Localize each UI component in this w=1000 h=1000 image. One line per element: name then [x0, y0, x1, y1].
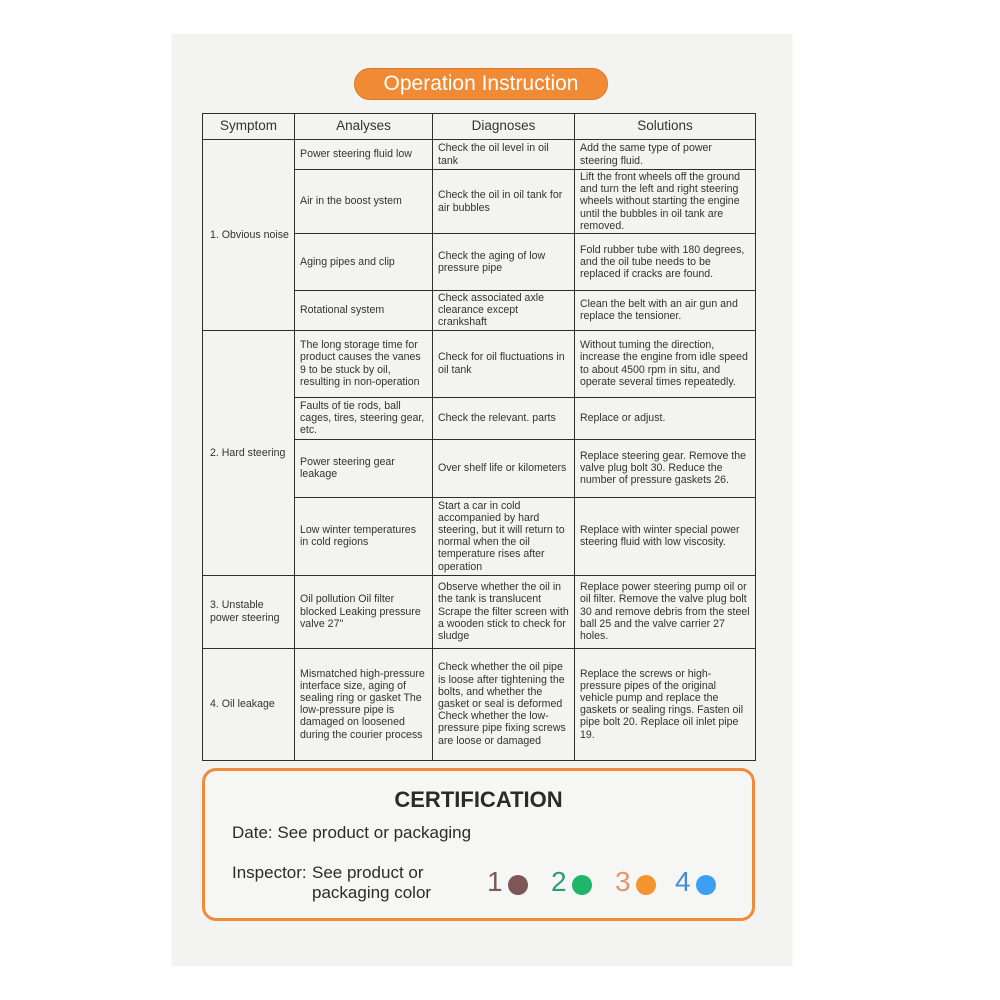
diagnosis-cell: Check whether the oil pipe is loose after tightening the bolts, and whether the gasket or seal is deformed Check whether the low-pressure pipe fixing screws are loose or damaged [433, 648, 575, 760]
diagnosis-cell: Check for oil fluctuations in oil tank [433, 330, 575, 397]
diagnosis-cell: Check the relevant. parts [433, 397, 575, 439]
solution-cell: Clean the belt with an air gun and replace the tensioner. [575, 291, 756, 331]
diagnosis-cell: Observe whether the oil in the tank is translucent Scrape the filter screen with a wooden stick to check for sludge [433, 575, 575, 648]
header-solutions: Solutions [575, 114, 756, 140]
solution-cell: Replace the screws or high-pressure pipes of the original vehicle pump and replace the gaskets or sealing rings. Fasten oil pipe bolt 20. Replace oil inlet pipe 19. [575, 648, 756, 760]
certification-box [202, 768, 755, 921]
table-row [203, 140, 756, 170]
diagnosis-cell: Check the oil level in oil tank [433, 140, 575, 170]
analysis-cell: Mismatched high-pressure interface size, aging of sealing ring or gasket The low-pressure pipe is damaged on loosened during the courier process [295, 648, 433, 760]
swatch-dot [572, 875, 592, 895]
analysis-cell: Power steering gear leakage [295, 439, 433, 497]
header-analyses: Analyses [295, 114, 433, 140]
analysis-cell: Aging pipes and clip [295, 234, 433, 291]
inspector-value: See product or packaging color [312, 863, 432, 902]
analysis-cell: Rotational system [295, 291, 433, 331]
diagnosis-cell: Check the aging of low pressure pipe [433, 234, 575, 291]
solution-cell: Fold rubber tube with 180 degrees, and the oil tube needs to be replaced if cracks are found. [575, 234, 756, 291]
table-header-row [203, 114, 756, 140]
symptom-cell: 2. Hard steering [203, 330, 295, 575]
analysis-cell: The long storage time for product causes the vanes 9 to be stuck by oil, resulting in non-operation [295, 330, 433, 397]
symptom-cell: 4. Oil leakage [203, 648, 295, 760]
diagnosis-cell: Start a car in cold accompanied by hard steering, but it will return to normal when the oil temperature rises after operation [433, 497, 575, 575]
analysis-cell: Oil pollution Oil filter blocked Leaking pressure valve 27" [295, 575, 433, 648]
symptom-cell: 3. Unstable power steering [203, 575, 295, 648]
solution-cell: Replace or adjust. [575, 397, 756, 439]
swatch-number: 3 [615, 866, 631, 897]
swatch-dot [636, 875, 656, 895]
solution-cell: Replace steering gear. Remove the valve plug bolt 30. Reduce the number of pressure gaskets 26. [575, 439, 756, 497]
solution-cell: Replace power steering pump oil or oil filter. Remove the valve plug bolt 30 and remove debris from the steel ball 25 and the valve carrier 27 holes. [575, 575, 756, 648]
solution-cell: Without tuming the direction, increase the engine from idle speed to about 4500 rpm in situ, and operate several times repeatedly. [575, 330, 756, 397]
diagnosis-cell: Check the oil in oil tank for air bubbles [433, 170, 575, 234]
symptom-cell: 1. Obvious noise [203, 140, 295, 331]
diagnosis-cell: Check associated axle clearance except crankshaft [433, 291, 575, 331]
troubleshooting-table [202, 113, 756, 761]
analysis-cell: Power steering fluid low [295, 140, 433, 170]
certification-date: Date: See product or packaging [232, 823, 472, 842]
table-row [203, 648, 756, 760]
inspector-label: Inspector: [232, 863, 307, 882]
table-row [203, 330, 756, 397]
solution-cell: Lift the front wheels off the ground and turn the left and right steering wheels without starting the engine until the bubbles in oil tank are removed. [575, 170, 756, 234]
swatch-number: 1 [487, 866, 503, 897]
diagnosis-cell: Over shelf life or kilometers [433, 439, 575, 497]
solution-cell: Add the same type of power steering fluid. [575, 140, 756, 170]
analysis-cell: Low winter temperatures in cold regions [295, 497, 433, 575]
swatch-dot [508, 875, 528, 895]
swatch-dot [696, 875, 716, 895]
swatch-number: 2 [551, 866, 567, 897]
header-symptom: Symptom [203, 114, 295, 140]
page-title: Operation Instruction [354, 68, 608, 100]
analysis-cell: Air in the boost ystem [295, 170, 433, 234]
analysis-cell: Faults of tie rods, ball cages, tires, steering gear, etc. [295, 397, 433, 439]
table-row [203, 575, 756, 648]
swatch-number: 4 [675, 866, 691, 897]
header-diagnoses: Diagnoses [433, 114, 575, 140]
certification-title: CERTIFICATION [394, 787, 563, 812]
solution-cell: Replace with winter special power steering fluid with low viscosity. [575, 497, 756, 575]
